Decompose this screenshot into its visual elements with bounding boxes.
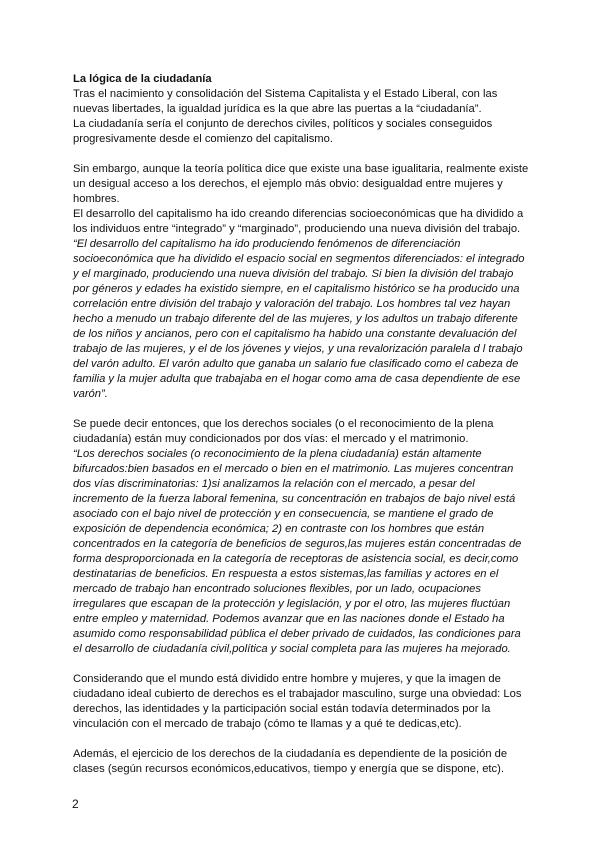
quote-capitalism: “El desarrollo del capitalismo ha ido produciendo fenómenos de diferenciación socioeconómica que ha dividido el espacio social en segmentos diferenciados: el integrado y el marginado, produciendo una nueva división del trabajo. Si bien la división del trabajo por géneros y edades ha existido siempre, en el capitalismo histórico se ha producido una correlación entre división del trabajo y valoración del trabajo. Los hombres tal vez hayan hecho a menudo un trabajo diferente del de las mujeres, y los adultos un trabajo diferente de los niños y ancianos, pero con el capitalismo ha habido una constante devaluación del trabajo de las mujeres, y el de los jóvenes y viejos, y una revalorización paralela d l trabajo del varón adulto. El varón adulto que ganaba un salario fue clasificado como el cabeza de familia y la mujer adulta que trabajaba en el hogar como ama de casa dependiente de ese varón”.	[73, 238, 525, 400]
document-title: La lógica de la ciudadanía	[73, 73, 212, 85]
paragraph-class-position: Además, el ejercicio de los derechos de la ciudadanía es dependiente de la posición de clases (según recursos económicos,educativos, tiempo y energía que se dispone, etc).	[73, 748, 508, 775]
paragraph-intro: Tras el nacimiento y consolidación del Sistema Capitalista y el Estado Liberal, con las nuevas libertades, la igualdad jurídica es la que abre las puertas a la “ciudadanía”.	[73, 88, 498, 115]
paragraph-capitalism: El desarrollo del capitalismo ha ido creando diferencias socioeconómicas que ha dividido a los individuos entre “integrado” y “marginado”, produciendo una nueva división del trabajo.	[73, 208, 524, 235]
document-body	[73, 72, 529, 777]
paragraph-world-divided: Considerando que el mundo está dividido entre hombre y mujeres, y que la imagen de ciudadano ideal cubierto de derechos es el trabajador masculino, surge una obviedad: Los derechos, las identidades y la participación social están todavía determinados por la vinculación con el mercado de trabajo (cómo te llamas y a qué te dedicas,etc).	[73, 673, 522, 730]
spacer	[73, 402, 529, 417]
paragraph-social-rights: Se puede decir entonces, que los derechos sociales (o el reconocimiento de la plena ciudadanía) están muy condicionados por dos vías: el mercado y el matrimonio.	[73, 418, 494, 445]
spacer	[73, 657, 529, 672]
spacer	[73, 732, 529, 747]
paragraph-definition: La ciudadanía sería el conjunto de derechos civiles, políticos y sociales conseguidos progresivamente desde el comienzo del capitalismo.	[73, 118, 493, 145]
quote-social-rights: “Los derechos sociales (o reconocimiento de la plena ciudadanía) están altamente bifurcados:bien basados en el mercado o bien en el matrimonio. Las mujeres concentran dos vías discriminatorias: 1)si analizamos la relación con el mercado, a pesar del incremento de la fuerza laboral femenina, su concentración en trabajos de bajo nivel está asociado con el bajo nivel de protección y en consecuencia, se mantiene el grado de exposición de dependencia económica; 2) en contraste con los hombres que están concentrados en la categoría de beneficios de seguros,las mujeres están concentradas de forma desproporcionada en la categoría de receptoras de asistencia social, es decir,como destinatarias de beneficios. En respuesta a estos sistemas,las familias y actores en el mercado de trabajo han encontrado soluciones flexibles, por un lado, ocupaciones irregulares que escapan de la protección y legislación, y por el otro, las mujeres fluctúan entre empleo y maternidad. Podemos avanzar que en las naciones donde el Estado ha asumido como responsabilidad pública el deber privado de cuidados, las condiciones para el desarrollo de ciudadanía civil,política y social completa para las mujeres ha mejorado.	[73, 448, 522, 655]
spacer	[73, 147, 529, 162]
paragraph-inequality: Sin embargo, aunque la teoría política dice que existe una base igualitaria, realmente existe un desigual acceso a los derechos, el ejemplo más obvio: desigualdad entre mujeres y hombres.	[73, 163, 529, 205]
page-number: 2	[72, 797, 79, 811]
